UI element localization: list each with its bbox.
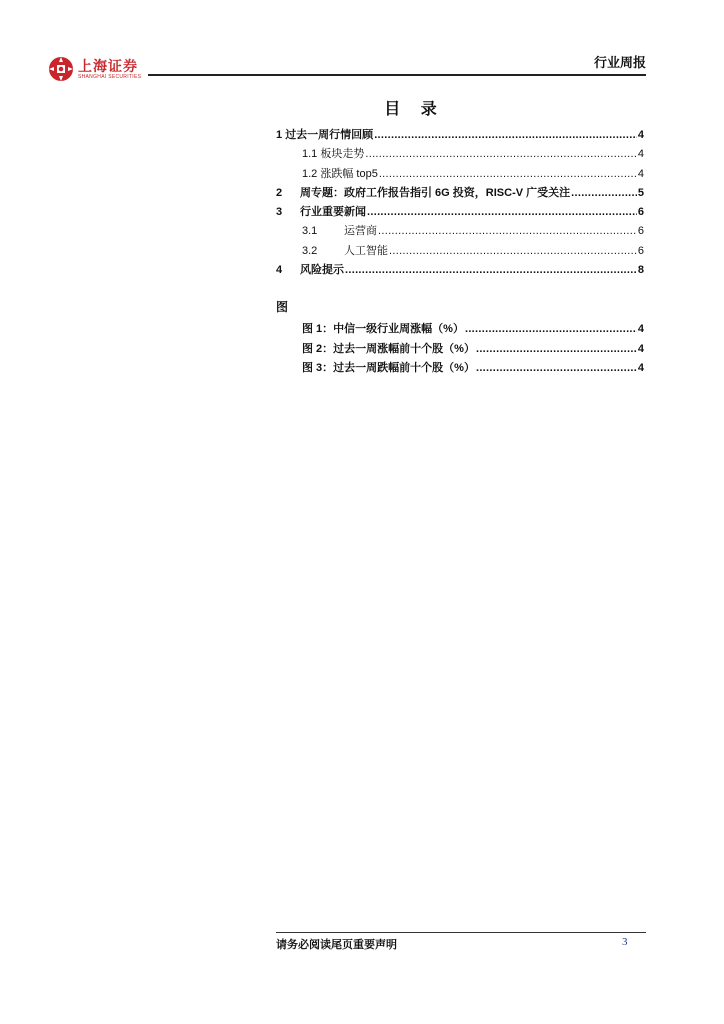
toc-entry-1-2[interactable] <box>276 165 644 184</box>
header-divider <box>148 74 646 76</box>
toc-entry-number: 2 <box>276 186 283 199</box>
toc-leader-dots <box>374 129 637 141</box>
disclaimer-note: 请务必阅读尾页重要声明 <box>276 939 397 951</box>
figure-entry-page: 4 <box>637 361 644 374</box>
toc-entry-number: 1 <box>276 129 283 141</box>
toc-leader-dots <box>345 264 637 276</box>
table-of-contents <box>276 126 644 378</box>
toc-entry-page: 4 <box>637 148 644 161</box>
toc-entry-page: 6 <box>637 206 644 219</box>
toc-entry-page: 5 <box>637 186 644 199</box>
logo-text-cn: 上海证券 <box>78 57 138 74</box>
toc-leader-dots <box>476 362 637 374</box>
toc-entry-number: 4 <box>276 264 283 277</box>
toc-leader-dots <box>465 323 637 335</box>
toc-leader-dots <box>367 206 637 218</box>
toc-entry-number: 1.1 <box>302 148 318 161</box>
page-number: 3 <box>622 936 628 948</box>
figure-entry-2[interactable] <box>276 340 644 359</box>
figure-entry-1[interactable] <box>276 320 644 339</box>
toc-entry-number: 3 <box>276 206 283 219</box>
toc-entry-page: 4 <box>637 129 644 141</box>
footer-divider <box>276 932 646 933</box>
toc-entry-label: 板块走势 <box>320 148 365 161</box>
report-type-title: 行业周报 <box>593 55 646 70</box>
toc-entry-number: 3.1 <box>302 225 318 238</box>
toc-entry-label: 涨跌幅 top5 <box>320 167 378 180</box>
toc-entry-label: 运营商 <box>344 225 377 238</box>
toc-entry-4[interactable] <box>276 261 644 280</box>
toc-entry-label: 风险提示 <box>300 264 344 277</box>
toc-entry-page: 4 <box>637 167 644 180</box>
toc-entry-page: 6 <box>637 244 644 257</box>
toc-leader-dots <box>389 245 637 257</box>
figure-list-heading: 图 <box>276 300 289 315</box>
toc-leader-dots <box>571 187 637 199</box>
toc-entry-3[interactable] <box>276 203 644 222</box>
toc-leader-dots <box>476 343 637 355</box>
figure-entry-page: 4 <box>637 323 644 336</box>
toc-entry-3-1[interactable] <box>276 222 644 241</box>
company-logo <box>48 54 141 84</box>
toc-entry-page: 6 <box>637 225 644 238</box>
figure-entry-label: 图 3：过去一周跌幅前十个股（%） <box>302 361 475 374</box>
logo-emblem-icon <box>48 56 74 82</box>
toc-entry-label: 人工智能 <box>344 244 388 257</box>
toc-leader-dots <box>379 168 637 180</box>
toc-leader-dots <box>365 148 637 160</box>
toc-leader-dots <box>378 225 637 237</box>
toc-entry-number: 1.2 <box>302 167 318 180</box>
toc-entry-3-2[interactable] <box>276 242 644 261</box>
toc-entry-page: 8 <box>637 264 644 277</box>
toc-entry-1-1[interactable] <box>276 145 644 164</box>
figure-entry-3[interactable] <box>276 359 644 378</box>
figure-entry-label: 图 2：过去一周涨幅前十个股（%） <box>302 342 475 355</box>
toc-title: 目 录 <box>384 101 445 118</box>
figure-entry-page: 4 <box>637 342 644 355</box>
figure-entry-label: 图 1：中信一级行业周涨幅（%） <box>302 323 464 336</box>
toc-entry-label: 周专题：政府工作报告指引 6G 投资，RISC-V 广受关注 <box>300 186 571 199</box>
toc-entry-label: 过去一周行情回顾 <box>285 129 374 141</box>
toc-entry-1[interactable] <box>276 126 644 145</box>
logo-text-en: SHANGHAI SECURITIES <box>78 73 142 80</box>
toc-entry-2[interactable] <box>276 184 644 203</box>
toc-entry-number: 3.2 <box>302 244 318 257</box>
toc-entry-label: 行业重要新闻 <box>300 206 366 219</box>
